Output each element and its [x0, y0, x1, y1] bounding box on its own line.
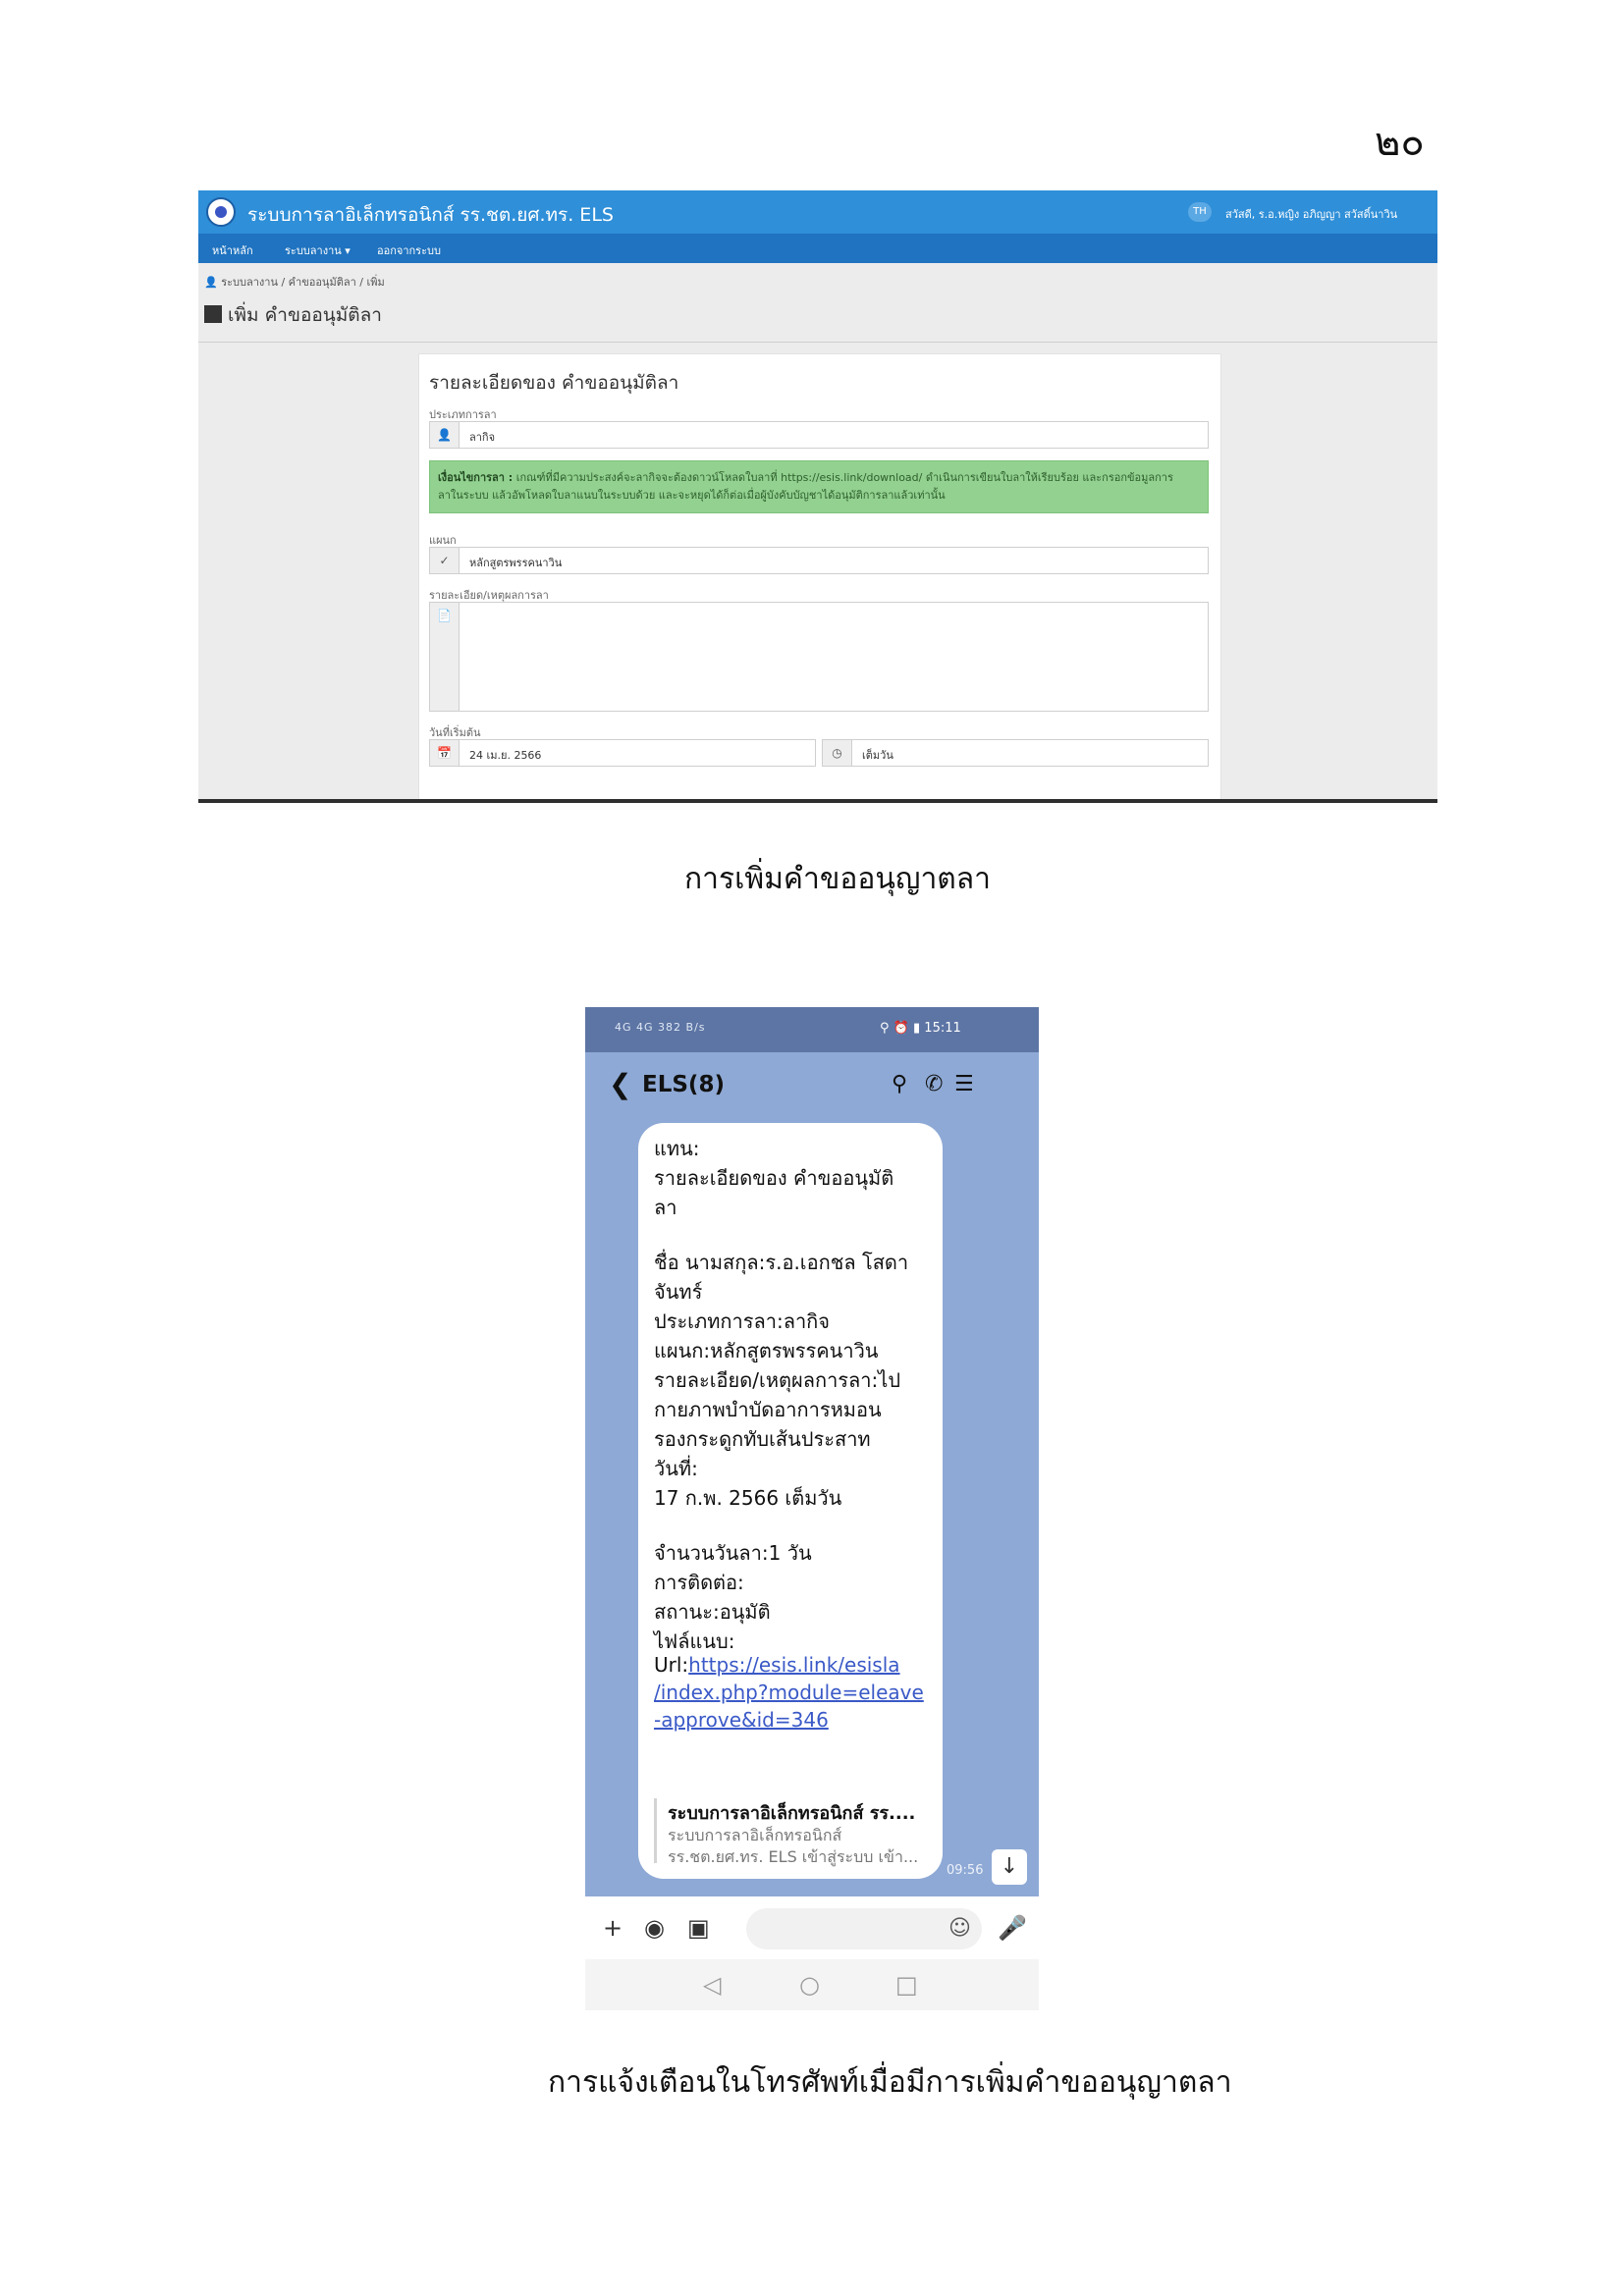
duration-select[interactable] — [822, 739, 1209, 767]
msg-line: ชื่อ นามสกุล:ร.อ.เอกชล โสดา — [654, 1251, 909, 1274]
link-preview-line: ระบบการลาอิเล็กทรอนิกส์ — [668, 1826, 842, 1844]
page-number: ๒๐ — [1375, 120, 1425, 165]
message-bubble[interactable] — [638, 1123, 943, 1879]
msg-line: ลา — [654, 1196, 677, 1219]
caption-add-leave-request: การเพิ่มคำขออนุญาตลา — [684, 862, 992, 896]
chat-title: ELS(8) — [642, 1072, 725, 1097]
web-screenshot — [198, 190, 1437, 803]
msg-line: สถานะ:อนุมัติ — [654, 1600, 771, 1624]
battery-icon: ▮ — [913, 1021, 921, 1036]
search-icon[interactable]: ⚲ — [892, 1072, 908, 1096]
leave-conditions-notice — [429, 460, 1209, 513]
message-input[interactable] — [746, 1908, 982, 1949]
network-status: 4G 4G 382 B/s — [615, 1021, 706, 1034]
page-title — [204, 300, 382, 330]
back-icon[interactable]: ❮ — [609, 1068, 632, 1100]
nav-home-icon[interactable]: ○ — [799, 1971, 820, 1999]
scroll-down-icon[interactable]: ↓ — [992, 1849, 1027, 1885]
link-preview-bar — [654, 1798, 657, 1863]
page-title-text: เพิ่ม คำขออนุมัติลา — [228, 304, 382, 326]
url-link-2[interactable]: /index.php?module=eleave — [654, 1681, 924, 1704]
leave-type-value: ลากิจ — [469, 431, 496, 444]
msg-line: วันที่: — [654, 1457, 698, 1480]
user-icon: 👤 — [204, 276, 218, 289]
link-preview-title[interactable]: ระบบการลาอิเล็กทรอนิกส์ รร.... — [668, 1803, 916, 1824]
nav-back-icon[interactable]: ◁ — [703, 1971, 722, 1999]
start-date-value: 24 เม.ย. 2566 — [469, 749, 542, 762]
msg-line: กายภาพบำบัดอาการหมอน — [654, 1398, 882, 1421]
msg-line: 17 ก.พ. 2566 เต็มวัน — [654, 1486, 842, 1510]
status-bar — [585, 1007, 1039, 1052]
calendar-icon: 📅 — [430, 740, 460, 766]
start-date-label: วันที่เริ่มต้น — [429, 726, 481, 739]
breadcrumb-text[interactable]: ระบบลางาน / คำขออนุมัติลา / เพิ่ม — [221, 276, 385, 289]
msg-line: รายละเอียดของ คำขออนุมัติ — [654, 1166, 894, 1190]
clock-icon: ◷ — [823, 740, 852, 766]
status-time: 15:11 — [924, 1021, 961, 1036]
start-date-input[interactable] — [429, 739, 816, 767]
message-time: 09:56 — [947, 1863, 984, 1878]
user-icon: 👤 — [430, 422, 460, 448]
chat-header — [585, 1052, 1039, 1121]
panel-title: รายละเอียดของ คำขออนุมัติลา — [429, 372, 679, 394]
notice-line-1: เกณฑ์ที่มีความประสงค์จะลากิจจะต้องดาวน์โหลดใบลาที่ https://esis.link/download/ ดำเนินการเขียนใบลาให้เรียบร้อย และกรอกข้อมูลการ — [515, 471, 1173, 484]
image-icon[interactable]: ▣ — [687, 1914, 710, 1942]
url-link-3[interactable]: -approve&id=346 — [654, 1708, 829, 1732]
menu-bar — [198, 234, 1437, 263]
emoji-icon[interactable]: ☺ — [948, 1916, 971, 1941]
msg-line: แทน: — [654, 1137, 700, 1160]
navbar-top — [198, 190, 1437, 234]
leave-request-form — [418, 353, 1221, 803]
language-badge[interactable]: TH — [1188, 202, 1212, 222]
file-icon: 📄 — [430, 603, 460, 711]
menu-item-logout[interactable]: ออกจากระบบ — [377, 244, 441, 257]
msg-line: การติดต่อ: — [654, 1571, 744, 1594]
key-icon: ⚲ — [880, 1021, 890, 1036]
status-right — [880, 1021, 961, 1036]
msg-line: รองกระดูกทับเส้นประสาท — [654, 1427, 871, 1451]
reason-textarea[interactable] — [429, 602, 1209, 712]
site-title[interactable]: ระบบการลาอิเล็กทรอนิกส์ รร.ชต.ยศ.ทร. ELS — [247, 204, 614, 226]
phone-call-icon[interactable]: ✆ — [925, 1072, 944, 1096]
department-value: หลักสูตรพรรคนาวิน — [469, 557, 563, 569]
url-link-1[interactable]: https://esis.link/esisla — [688, 1653, 900, 1677]
notice-line-2: ลาในระบบ แล้วอัพโหลดใบลาแนบในระบบด้วย และจะหยุดได้ก็ต่อเมื่อผู้บังคับบัญชาได้อนุมัติการลาแล้วเท่านั้น — [438, 489, 946, 502]
msg-line: แผนก:หลักสูตรพรรคนาวิน — [654, 1339, 879, 1362]
department-label: แผนก — [429, 534, 457, 547]
reason-label: รายละเอียด/เหตุผลการลา — [429, 589, 549, 602]
caption-phone-notification: การแจ้งเตือนในโทรศัพท์เมื่อมีการเพิ่มคำขออนุญาตลา — [548, 2065, 1232, 2100]
breadcrumb — [204, 273, 385, 291]
screenshot-border — [198, 799, 1437, 803]
nav-recents-icon[interactable]: □ — [895, 1971, 918, 1999]
check-icon: ✓ — [430, 548, 460, 573]
msg-url — [654, 1653, 900, 1677]
url-prefix: Url: — [654, 1653, 689, 1677]
notice-label: เงื่อนไขการลา : — [438, 471, 514, 484]
message-input-bar — [585, 1896, 1039, 1959]
edit-icon — [204, 305, 222, 323]
logo-icon — [206, 197, 236, 227]
department-select[interactable] — [429, 547, 1209, 574]
msg-line: จันทร์ — [654, 1280, 703, 1304]
leave-type-label: ประเภทการลา — [429, 408, 497, 421]
alarm-icon: ⏰ — [893, 1021, 909, 1036]
msg-line: ไฟล์แนบ: — [654, 1629, 735, 1653]
plus-icon[interactable]: + — [603, 1914, 623, 1942]
msg-line: จำนวนวันลา:1 วัน — [654, 1541, 812, 1565]
menu-icon[interactable]: ☰ — [954, 1072, 974, 1096]
camera-icon[interactable]: ◉ — [644, 1914, 665, 1942]
msg-line: รายละเอียด/เหตุผลการลา:ไป — [654, 1368, 901, 1392]
phone-screenshot — [585, 1007, 1039, 2010]
duration-value: เต็มวัน — [862, 749, 893, 762]
microphone-icon[interactable]: 🎤 — [998, 1914, 1027, 1942]
menu-item-leave-system[interactable]: ระบบลางาน ▾ — [285, 244, 351, 257]
leave-type-select[interactable] — [429, 421, 1209, 449]
user-greeting[interactable]: สวัสดี, ร.อ.หญิง อภิญญา สวัสดิ์นาวิน — [1225, 208, 1398, 221]
link-preview-line: รร.ชต.ยศ.ทร. ELS เข้าสู่ระบบ เข้า... — [668, 1847, 919, 1866]
msg-line: ประเภทการลา:ลากิจ — [654, 1309, 831, 1333]
divider — [198, 342, 1437, 343]
android-nav-bar — [585, 1959, 1039, 2010]
menu-item-home[interactable]: หน้าหลัก — [212, 244, 253, 257]
